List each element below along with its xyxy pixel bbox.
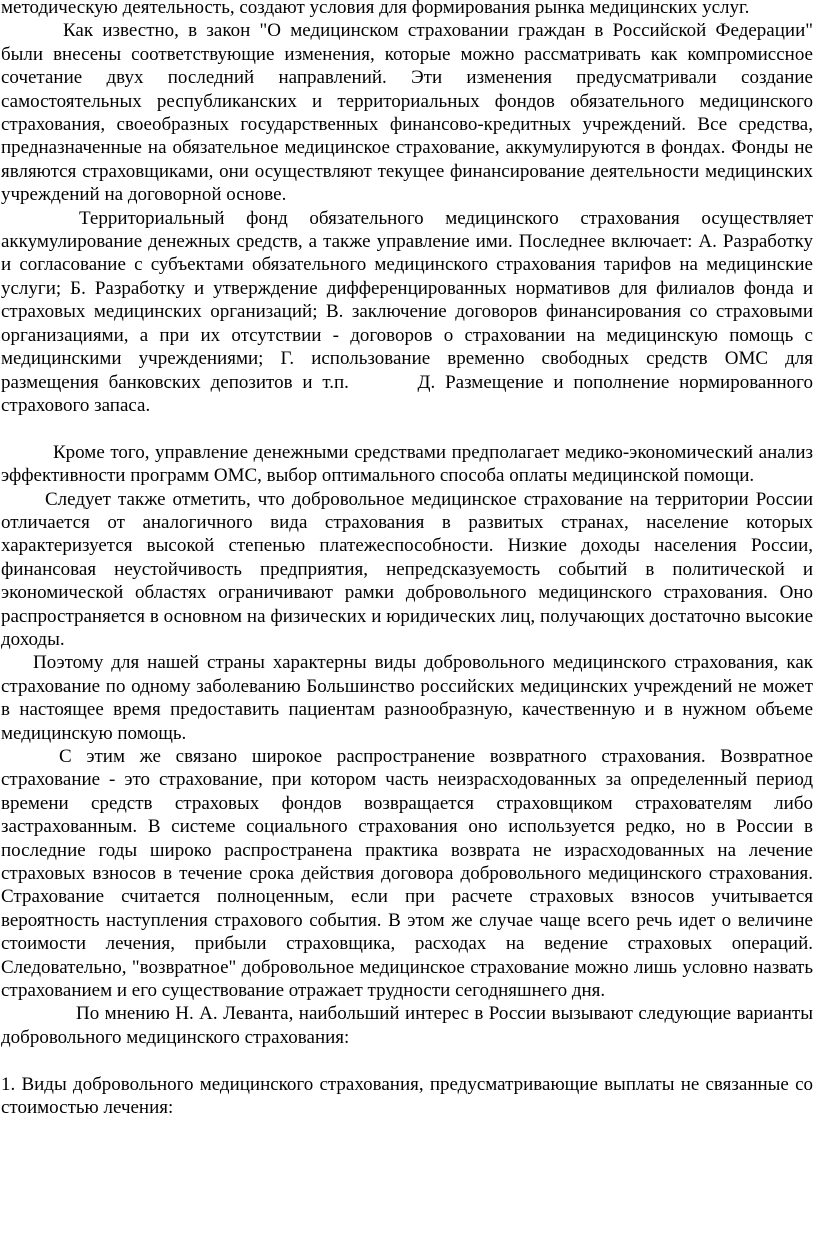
paragraph-3: Территориальный фонд обязательного медицинского страхования осуществляет аккумулирование денежных средств, а также управление ими. Последнее включает: А. Разработку и согласование с субъектами обязательного медицинского страхования тарифов на медицинские услуги; Б. Разработку и утверждение дифференцированных нормативов для филиалов фонда и страховых медицинских организаций; В. заключение договоров финансирования со страховыми организациями, а при их отсутствии - договоров о страховании на медицинскую помощь с медицинскими учреждениями; Г. использование временно свободных средств ОМС для размещения банковских депозитов и т.п. Д. Размещение и пополнение нормированного страхового запаса. bbox=[1, 207, 813, 416]
paragraph-9: 1. Виды добровольного медицинского страхования, предусматривающие выплаты не связанные со стоимостью лечения: bbox=[1, 1073, 813, 1119]
paragraph-4: Кроме того, управление денежными средствами предполагает медико-экономический анализ эффективности программ ОМС, выбор оптимального способа оплаты медицинской помощи. bbox=[1, 441, 813, 487]
blank-line bbox=[1, 1049, 813, 1072]
paragraph-7: С этим же связано широкое распространение возвратного страхования. Возвратное страхование - это страхование, при котором часть неизрасходованных за определенный период времени средств страховых фондов возвращается страховщиком страхователям либо застрахованным. В системе социального страхования оно используется редко, но в России в последние годы широко распространена практика возврата не израсходованных на лечение страховых взносов в течение срока действия договора добровольного медицинского страхования. Страхование считается полноценным, если при расчете страховых взносов учитывается вероятность наступления страхового события. В этом же случае чаще всего речь идет о величине стоимости лечения, прибыли страховщика, расходах на ведение страховых операций. Следовательно, "возвратное" добровольное медицинское страхование можно лишь условно назвать страхованием и его существование отражает трудности сегодняшнего дня. bbox=[1, 745, 813, 1002]
paragraph-5: Следует также отметить, что добровольное медицинское страхование на территории России отличается от аналогичного вида страхования в развитых странах, население которых характеризуется высокой степенью платежеспособности. Низкие доходы населения России, финансовая неустойчивость предприятия, непредсказуемость событий в политической и экономической областях ограничивают рамки добровольного медицинского страхования. Оно распространяется в основном на физических и юридических лиц, получающих достаточно высокие доходы. bbox=[1, 488, 813, 650]
paragraph-2: Как известно, в закон "О медицинском страховании граждан в Российской Федерации" были внесены соответствующие изменения, которые можно рассматривать как компромиссное сочетание двух последний направлений. Эти изменения предусматривали создание самостоятельных республиканских и территориальных фондов обязательного медицинского страхования, своеобразных государственных финансово-кредитных учреждений. Все средства, предназначенные на обязательное медицинское страхование, аккумулируются в фондах. Фонды не являются страховщиками, они осуществляют текущее финансирование деятельности медицинских учреждений на договорной основе. bbox=[1, 20, 813, 206]
paragraph-1: методическую деятельность, создают условия для формирования рынка медицинских услуг. bbox=[1, 0, 750, 18]
blank-line bbox=[1, 417, 813, 440]
paragraph-6: Поэтому для нашей страны характерны виды добровольного медицинского страхования, как страхование по одному заболеванию Большинство российских медицинских учреждений не может в настоящее время предоставить пациентам разнообразную, качественную и в нужном объеме медицинскую помощь. bbox=[1, 652, 813, 744]
paragraph-8: По мнению Н. А. Леванта, наибольший интерес в России вызывают следующие варианты добровольного медицинского страхования: bbox=[1, 1003, 813, 1048]
